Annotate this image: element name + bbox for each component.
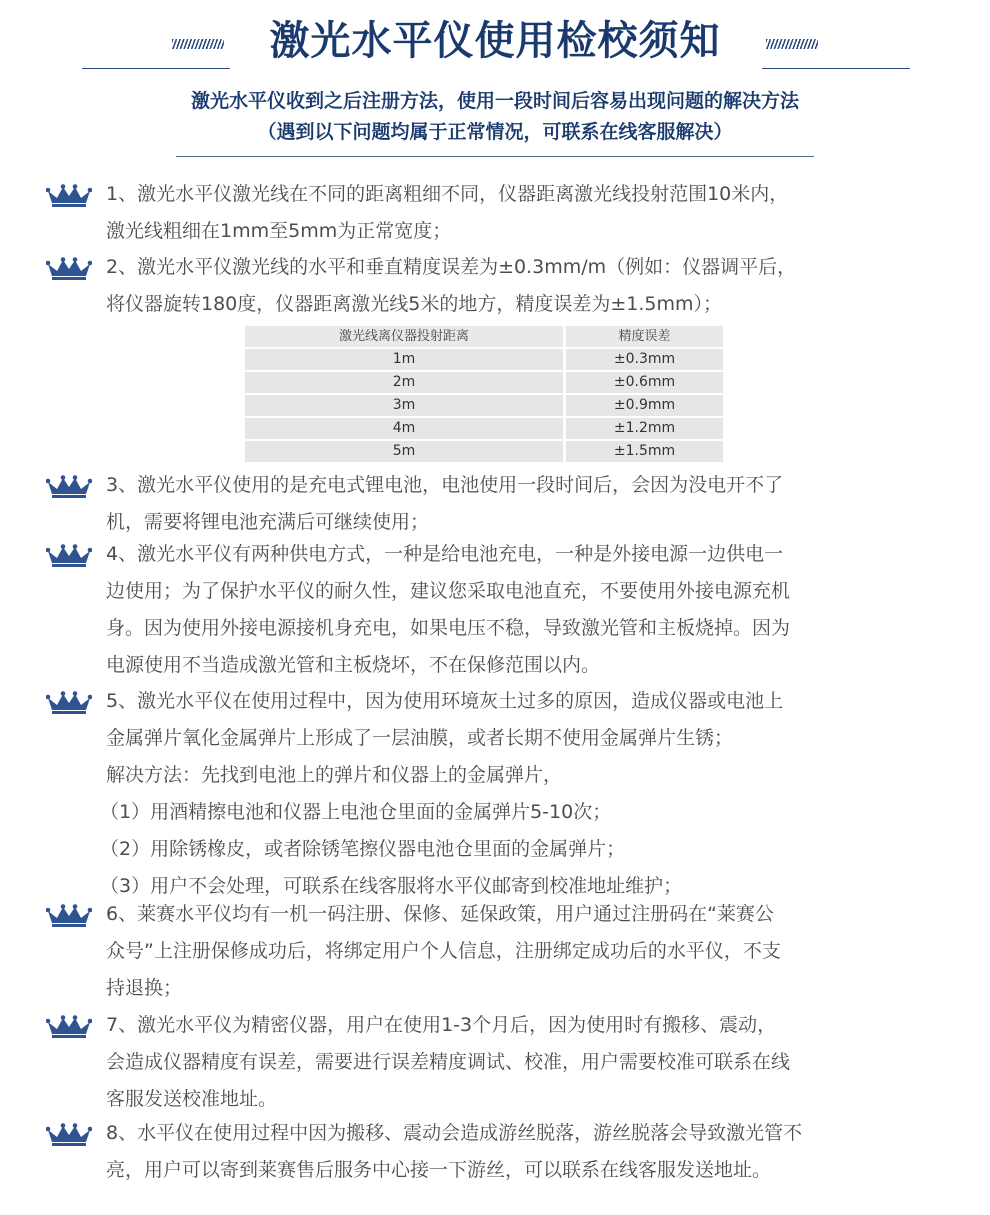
crown-icon bbox=[46, 1123, 92, 1147]
notice-line: 持退换； bbox=[106, 977, 183, 999]
notice-line: （1）用酒精擦电池和仪器上电池仓里面的金属弹片5-10次； bbox=[100, 801, 612, 823]
crown-icon bbox=[46, 691, 92, 715]
notice-line: 1、激光水平仪激光线在不同的距离粗细不同，仪器距离激光线投射范围10米内， bbox=[106, 183, 789, 205]
crown-icon bbox=[46, 184, 92, 208]
page-header bbox=[0, 0, 990, 160]
table-cell-error: ±1.5mm bbox=[566, 441, 723, 462]
notice-line: 4、激光水平仪有两种供电方式，一种是给电池充电，一种是外接电源一边供电一 bbox=[106, 543, 784, 565]
table-row bbox=[245, 349, 723, 370]
subtitle-divider bbox=[176, 156, 814, 157]
page-title: 激光水平仪使用检校须知 bbox=[269, 18, 721, 64]
notice-item-text bbox=[106, 896, 951, 1007]
table-cell-error: ±0.9mm bbox=[566, 395, 723, 416]
crown-icon bbox=[46, 1015, 92, 1039]
crown-icon bbox=[46, 544, 92, 568]
notice-line: 边使用；为了保护水平仪的耐久性，建议您采取电池直充，不要使用外接电源充机 bbox=[106, 580, 791, 602]
notice-line: 2、激光水平仪激光线的水平和垂直精度误差为±0.3mm/m（例如：仪器调平后， bbox=[106, 256, 797, 278]
notice-item-text bbox=[106, 536, 951, 684]
notice-item-text bbox=[106, 176, 951, 250]
crown-icon bbox=[46, 475, 92, 499]
notice-line: 身。因为使用外接电源接机身充电，如果电压不稳，导致激光管和主板烧掉。因为 bbox=[106, 617, 791, 639]
notice-line: 众号”上注册保修成功后，将绑定用户个人信息，注册绑定成功后的水平仪，不支 bbox=[106, 940, 781, 962]
notice-line: 8、水平仪在使用过程中因为搬移、震动会造成游丝脱落，游丝脱落会导致激光管不 bbox=[106, 1122, 803, 1144]
table-cell-error: ±0.3mm bbox=[566, 349, 723, 370]
notice-item-text bbox=[106, 249, 951, 323]
table-cell-distance: 1m bbox=[245, 349, 563, 370]
crown-icon bbox=[46, 257, 92, 281]
title-right-hatch bbox=[766, 39, 818, 49]
table-row bbox=[245, 395, 723, 416]
table-header-distance: 激光线离仪器投射距离 bbox=[245, 326, 563, 347]
notice-item-text bbox=[100, 683, 951, 905]
table-header-error: 精度误差 bbox=[566, 326, 723, 347]
notice-line: 5、激光水平仪在使用过程中，因为使用环境灰土过多的原因，造成仪器或电池上 bbox=[106, 690, 784, 712]
notice-line: （3）用户不会处理，可联系在线客服将水平仪邮寄到校准地址维护； bbox=[100, 875, 683, 897]
notice-item-text bbox=[106, 1007, 951, 1118]
notice-line: 亮，用户可以寄到莱赛售后服务中心接一下游丝，可以联系在线客服发送地址。 bbox=[106, 1159, 772, 1181]
title-right-rule bbox=[762, 68, 910, 69]
notice-item-text bbox=[106, 1115, 951, 1189]
crown-icon bbox=[46, 904, 92, 928]
notice-line: 电源使用不当造成激光管和主板烧坏，不在保修范围以内。 bbox=[106, 654, 601, 676]
table-cell-error: ±1.2mm bbox=[566, 418, 723, 439]
table-cell-distance: 5m bbox=[245, 441, 563, 462]
notice-line: 将仪器旋转180度，仪器距离激光线5米的地方，精度误差为±1.5mm）； bbox=[106, 293, 723, 315]
notice-line: 金属弹片氧化金属弹片上形成了一层油膜，或者长期不使用金属弹片生锈； bbox=[106, 727, 734, 749]
notice-line: 解决方法：先找到电池上的弹片和仪器上的金属弹片， bbox=[106, 764, 563, 786]
table-cell-distance: 3m bbox=[245, 395, 563, 416]
table-row bbox=[245, 441, 723, 462]
title-row bbox=[0, 10, 990, 72]
notice-item-text bbox=[106, 467, 951, 541]
notice-line: 客服发送校准地址。 bbox=[106, 1088, 278, 1110]
table-header-row bbox=[245, 326, 723, 347]
subtitle-primary: 激光水平仪收到之后注册方法，使用一段时间后容易出现问题的解决方法 bbox=[190, 90, 799, 112]
notice-line: 机，需要将锂电池充满后可继续使用； bbox=[106, 511, 430, 533]
notice-line: 7、激光水平仪为精密仪器，用户在使用1-3个月后，因为使用时有搬移、震动， bbox=[106, 1014, 777, 1036]
notice-line: 3、激光水平仪使用的是充电式锂电池，电池使用一段时间后，会因为没电开不了 bbox=[106, 474, 784, 496]
table-cell-distance: 2m bbox=[245, 372, 563, 393]
notice-line: 会造成仪器精度有误差，需要进行误差精度调试、校准，用户需要校准可联系在线 bbox=[106, 1051, 791, 1073]
notice-line: 6、莱赛水平仪均有一机一码注册、保修、延保政策，用户通过注册码在“莱赛公 bbox=[106, 903, 774, 925]
table-row bbox=[245, 418, 723, 439]
table-cell-error: ±0.6mm bbox=[566, 372, 723, 393]
subtitle-secondary: （遇到以下问题均属于正常情况，可联系在线客服解决） bbox=[257, 121, 733, 143]
table-cell-distance: 4m bbox=[245, 418, 563, 439]
table-row bbox=[245, 372, 723, 393]
notice-line: （2）用除锈橡皮，或者除锈笔擦仪器电池仓里面的金属弹片； bbox=[100, 838, 626, 860]
notice-line: 激光线粗细在1mm至5mm为正常宽度； bbox=[106, 220, 452, 242]
